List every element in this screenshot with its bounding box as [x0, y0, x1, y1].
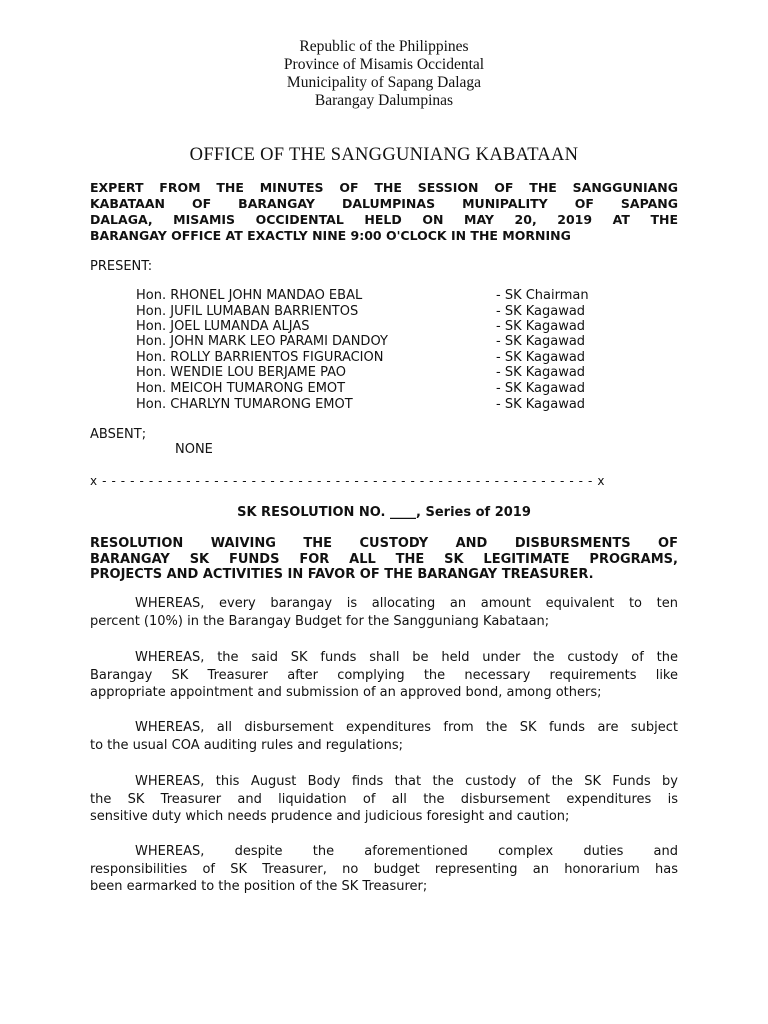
clause-line: WHEREAS, all disbursement expenditures from the SK funds are subject [135, 720, 678, 735]
clause-line: WHEREAS, this August Body finds that the custody of the SK Funds by [135, 774, 678, 789]
header-barangay: Barangay Dalumpinas [314, 92, 454, 109]
clause-line: WHEREAS, every barangay is allocating an amount equivalent to ten [135, 596, 678, 611]
minutes-excerpt-heading [90, 180, 678, 244]
document-header [0, 38, 768, 110]
present-label: PRESENT: [90, 259, 153, 274]
attendee-name: Hon. RHONEL JOHN MANDAO EBAL [136, 288, 363, 303]
attendee-row [136, 350, 656, 366]
clause-line: the SK Treasurer and liquidation of all the disbursement expenditures is [90, 791, 678, 807]
whereas-clause [90, 719, 678, 754]
excerpt-line: DALAGA, MISAMIS OCCIDENTAL HELD ON MAY 20, 2019 AT THE [90, 212, 678, 227]
resolution-title-line: BARANGAY SK FUNDS FOR ALL THE SK LEGITIMATE PROGRAMS, [90, 551, 678, 567]
absent-label: ABSENT; [90, 427, 147, 442]
resolution-title [90, 536, 678, 583]
absent-value: NONE [175, 442, 213, 457]
attendee-name: Hon. JOHN MARK LEO PARAMI DANDOY [136, 334, 388, 349]
whereas-clause [90, 649, 678, 702]
clause-line: been earmarked to the position of the SK Treasurer; [90, 879, 428, 894]
attendee-name: Hon. WENDIE LOU BERJAME PAO [136, 365, 347, 380]
header-province: Province of Misamis Occidental [283, 56, 485, 73]
attendee-role: - SK Kagawad [496, 319, 586, 334]
attendee-row [136, 334, 656, 350]
whereas-clause [90, 773, 678, 826]
attendee-name: Hon. JOEL LUMANDA ALJAS [136, 319, 310, 334]
attendee-row [136, 365, 656, 381]
attendee-row [136, 288, 656, 304]
excerpt-line: EXPERT FROM THE MINUTES OF THE SESSION OF THE SANGGUNIANG [90, 180, 678, 195]
clause-line: to the usual COA auditing rules and regulations; [90, 737, 403, 753]
office-title: OFFICE OF THE SANGGUNIANG KABATAAN [189, 145, 579, 165]
clause-line: WHEREAS, the said SK funds shall be held under the custody of the [135, 650, 678, 665]
attendee-role: - SK Kagawad [496, 397, 586, 412]
attendee-role: - SK Kagawad [496, 334, 586, 349]
attendee-name: Hon. MEICOH TUMARONG EMOT [136, 381, 346, 396]
header-republic: Republic of the Philippines [299, 38, 469, 55]
attendee-name: Hon. ROLLY BARRIENTOS FIGURACION [136, 350, 384, 365]
clause-line: responsibilities of SK Treasurer, no budget representing an honorarium has [90, 861, 678, 877]
clause-line: appropriate appointment and submission of an approved bond, among others; [90, 685, 602, 700]
attendee-row [136, 397, 656, 413]
whereas-clause [90, 843, 678, 896]
section-separator: x - - - - - - - - - - - - - - - - - - - - - - - - - - - - - - - - - - - - - - - - - - - - - - - - - - - - - x [90, 474, 606, 488]
attendee-role: - SK Kagawad [496, 304, 586, 319]
excerpt-line: KABATAAN OF BARANGAY DALUMPINAS MUNIPALITY OF SAPANG [90, 196, 678, 211]
resolution-title-line: PROJECTS AND ACTIVITIES IN FAVOR OF THE BARANGAY TREASURER. [90, 567, 594, 582]
attendee-role: - SK Kagawad [496, 350, 586, 365]
header-municipality: Municipality of Sapang Dalaga [286, 74, 482, 91]
clause-line: sensitive duty which needs prudence and judicious foresight and caution; [90, 809, 570, 824]
attendee-role: - SK Kagawad [496, 381, 586, 396]
attendee-row [136, 304, 656, 320]
resolution-title-line: RESOLUTION WAIVING THE CUSTODY AND DISBURSMENTS OF [90, 536, 678, 551]
attendee-role: - SK Kagawad [496, 365, 586, 380]
excerpt-line: BARANGAY OFFICE AT EXACTLY NINE 9:00 O'CLOCK IN THE MORNING [90, 228, 571, 243]
attendee-name: Hon. CHARLYN TUMARONG EMOT [136, 397, 353, 412]
attendee-row [136, 381, 656, 397]
clause-line: percent (10%) in the Barangay Budget for the Sangguniang Kabataan; [90, 613, 550, 629]
attendee-name: Hon. JUFIL LUMABAN BARRIENTOS [136, 304, 359, 319]
clause-line: Barangay SK Treasurer after complying the necessary requirements like [90, 667, 678, 683]
attendee-row [136, 319, 656, 335]
attendee-role: - SK Chairman [496, 288, 589, 303]
clause-line: WHEREAS, despite the aforementioned complex duties and [135, 844, 678, 859]
resolution-number: SK RESOLUTION NO. ____, Series of 2019 [237, 505, 531, 520]
whereas-clause [90, 595, 678, 630]
